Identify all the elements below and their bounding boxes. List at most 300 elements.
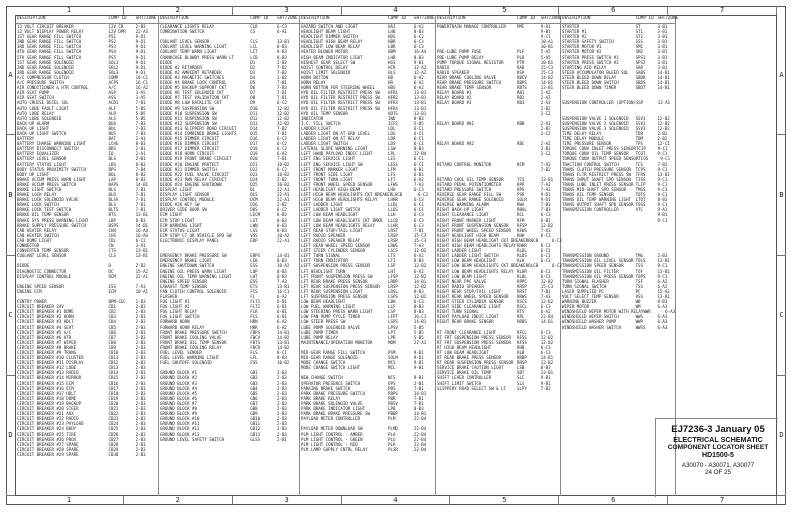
component-id: LST: [250, 217, 258, 223]
component-description: FRONT BRAKE OIL TEMP SENSOR: [160, 339, 227, 345]
component-description: SHIFT LEVER CONTROLLER: [437, 375, 492, 381]
component-description: DIODE #22 FUEL VALVE CIRCUIT: [160, 171, 230, 177]
sheet-zone: 9-C1: [657, 192, 668, 198]
component-description: STARTER PRESS SWITCH #1: [562, 54, 619, 60]
sheet-zone: 10-A1: [135, 288, 148, 294]
sheet-zone: 2-B3: [277, 421, 287, 427]
sheet-zone: 8-B3: [413, 288, 424, 294]
sheet-zone: 9-C1: [657, 273, 668, 279]
sheet-zone: 2-B3: [135, 390, 146, 396]
component-description: PARK BRAKE BRAKE PRESSURE SW: [301, 411, 371, 417]
sheet-zone: 6-C3: [413, 39, 424, 45]
zone-label: C: [777, 256, 786, 376]
component-description: CIRCUIT BREAKER #1 DOME: [17, 309, 74, 315]
component-description: BODY UP LIGHT: [17, 171, 50, 177]
sheet-zone: 2-A1: [135, 151, 146, 157]
sheet-zone: 8-B3: [657, 197, 668, 203]
component-description: LEFT STEER CYLINDER SENSOR: [301, 248, 366, 254]
component-description: LFT REAR SUSPENSION PRESS SENSOR: [301, 283, 380, 289]
sheet-zone: 6-C1: [413, 141, 424, 147]
component-id: CB21: [108, 406, 119, 412]
component-id: ASS: [108, 95, 116, 101]
component-description: CIRCUIT BREAKER #26 PROX: [17, 436, 77, 442]
sheet-zone: 2-A1: [135, 136, 146, 142]
component-id: LPT: [388, 329, 396, 335]
component-id: GB4: [250, 385, 258, 391]
sheet-zone: 13-B1: [540, 370, 554, 376]
sheet-zone: 8-B3: [277, 217, 287, 223]
component-description: GROUND BLOCK #1: [160, 370, 197, 376]
component-id: IND: [388, 115, 396, 121]
component-id: LOT: [250, 273, 258, 279]
component-id: RLDS: [517, 253, 527, 259]
sheet-zone: 8-B3: [540, 365, 551, 371]
component-description: DIODE #18 HORN CIRCUIT: [160, 151, 215, 157]
component-description: RIGHT HEADLIGHT HIGH BEAM: [437, 232, 499, 238]
sheet-zone: 2-B3: [135, 314, 146, 320]
sheet-zone: 13-B1: [135, 253, 148, 259]
component-id: SLS: [517, 380, 525, 386]
sheet-zone: 8-B3: [277, 258, 287, 264]
component-description: PRE-LUBE PUMP FUSE: [437, 49, 482, 55]
sheet-zone: 5-A5: [540, 49, 551, 55]
sheet-zone: 6-B1: [540, 217, 551, 223]
component-id: PS1: [108, 34, 116, 40]
component-id: BTS: [108, 212, 116, 218]
sheet-zone: 12-B2: [277, 110, 290, 116]
component-description: INDICATOR: [301, 115, 324, 121]
component-id: FLS: [250, 314, 258, 320]
sheet-zone: 7-B1: [135, 207, 146, 213]
component-id: GB6: [250, 395, 258, 401]
component-id: TDR: [635, 130, 643, 136]
sheet-zone: 6-A2: [657, 278, 668, 284]
sheet-zone: 13-B1: [657, 258, 670, 264]
component-description: DIODE #10 SUSPENSION SW: [160, 110, 217, 116]
component-description: PAYLOAD METER CONTROLLER: [301, 416, 361, 422]
component-id: ST: [635, 24, 641, 29]
sheet-zone: 7-A2: [540, 161, 551, 167]
sheet-zone: 5-B5: [413, 329, 424, 335]
component-id: LRBP: [388, 278, 398, 284]
sheet-zone: 9-D1: [540, 192, 551, 198]
sheet-zone: 6-C1: [413, 136, 424, 142]
component-description: DIODE #23 PWR RELAY CIRCUIT: [160, 176, 227, 182]
component-description: BATTERY STATUS LIGHT: [17, 161, 67, 167]
header-description: DESCRIPTION: [437, 16, 466, 21]
component-id: FBPS: [250, 329, 261, 335]
component-id: LES: [388, 156, 396, 162]
sheet-zone: 2-B3: [135, 446, 146, 452]
component-id: D24: [250, 176, 258, 182]
component-description: MAINTENANCE/OPERATION MONITOR: [301, 339, 373, 345]
component-id: SAR: [635, 64, 643, 70]
sheet-zone: 8-B3: [277, 44, 287, 50]
component-description: CIRCUIT BREAKER #22 RADIO: [17, 416, 79, 422]
sheet-zone: 9-D1: [135, 34, 146, 40]
component-description: RT FRONT CLEARANCE LIGHT: [437, 329, 497, 335]
sheet-zone: 8-B3: [135, 176, 146, 182]
component-description: DIODE #13 SLIPPERY ROAD CIRCUIT: [160, 125, 237, 131]
component-description: CIRCUIT BREAKER #10 CLUSTER: [17, 355, 84, 361]
component-id: CB22: [108, 411, 119, 417]
component-id: LPR: [388, 334, 396, 340]
component-id: LFT: [388, 176, 396, 182]
component-id: TMG: [635, 253, 643, 259]
sheet-zone: 2-B3: [277, 395, 287, 401]
component-description: LFT SUSPENSION PRESS SENSOR: [301, 293, 368, 299]
component-id: LHB: [388, 54, 396, 60]
component-description: 2ND GEAR RANGE FILL SWITCH: [17, 39, 82, 45]
component-id: D7: [250, 90, 256, 96]
component-id: ACPS: [108, 80, 119, 86]
component-id: FLS: [250, 350, 258, 355]
component-description: DIODE #12 SUSPENSION SW: [160, 120, 217, 126]
component-description: DIODE #26 KEY SW: [160, 202, 200, 208]
component-description: 3RD GEAR RANGE FILL SWITCH: [17, 44, 82, 50]
sheet-zone: 7-B3: [277, 85, 287, 91]
sheet-zone: 2-B3: [135, 426, 146, 432]
sheet-zone: 6-C1: [413, 161, 424, 167]
sheet-number: 24 OF 25: [705, 468, 731, 476]
component-id: SOL3: [108, 69, 119, 75]
sheet-zone: 13-B1: [657, 268, 670, 274]
component-description: RIGHT REAR STOP/TAIL LIGHT: [437, 288, 502, 294]
component-id: SSP: [635, 100, 644, 106]
component-id: EDP: [250, 237, 258, 243]
sheet-zone: 13-B1: [413, 90, 427, 96]
sheet-zone: 12-B2: [657, 120, 670, 126]
component-id: BAPS: [108, 181, 119, 187]
component-description: BACK-UP LIGHT: [17, 125, 50, 131]
sheet-zone: 14-B2: [540, 74, 554, 80]
component-description: COOLANT LEVEL WARNING LIGHT: [160, 44, 227, 50]
component-description: RIGHT NEAR PPC VALVE: [437, 278, 487, 284]
sheet-zone: 2-B3: [135, 400, 146, 406]
component-id: FBTS: [250, 339, 261, 345]
component-id: ALF: [108, 105, 116, 111]
component-id: FLR: [250, 309, 258, 315]
component-id: LFWS: [388, 181, 398, 187]
component-description: HORN BUTTON FOR STEERING WHEEL: [301, 85, 375, 91]
sheet-zone: 5-A5: [540, 54, 551, 60]
sheet-zone: 6-C2: [277, 207, 287, 213]
component-id: RTS: [517, 309, 525, 315]
component-description: ECM STOP LIGHT: [160, 217, 195, 223]
component-description: HYD OIL FILTER RESTRICT PRESS SW: [301, 105, 380, 111]
component-id: TFRS: [635, 171, 646, 177]
sheet-zone: 3-B1: [657, 54, 668, 60]
component-id: PLM: [388, 416, 396, 422]
sheet-zone: 7-B1: [277, 156, 287, 162]
sheet-zone: 14-B1: [657, 80, 670, 86]
sheet-zone: 2-B3: [135, 344, 146, 350]
component-description: RIGHT PAYLOAD INDIC LIGHT: [437, 314, 499, 320]
sheet-zone: 15-A2: [657, 288, 670, 294]
component-id: VSS: [635, 293, 643, 299]
sheet-zone: 12-B2: [413, 293, 427, 299]
sheet-zone: 9-C1: [660, 156, 671, 162]
component-description: 4TH GEAR RANGE FILL SWITCH: [17, 49, 82, 55]
component-id: LLF: [388, 304, 396, 310]
component-description: GROUND BLOCK #8: [160, 406, 197, 412]
component-description: RETARD PEDAL POTENTIOMETER: [437, 181, 502, 187]
component-id: HFR1: [388, 90, 398, 96]
component-id: GB7: [250, 400, 258, 406]
component-id: CTS: [108, 248, 116, 254]
sheet-zone: 12-B2: [413, 248, 427, 254]
sheet-zone: 9-C1: [657, 146, 668, 152]
component-description: BATTERY: [17, 136, 35, 142]
component-id: ST2: [635, 34, 643, 40]
sheet-zone: 13-B1: [277, 339, 290, 345]
sheet-zone: 2-B3: [135, 441, 146, 447]
sheet-zone: 8-B3: [413, 115, 424, 121]
component-id: CB15: [108, 375, 119, 381]
component-description: RT HIGH BEAM HEADLIGHT: [437, 344, 492, 350]
component-description: RELAY BOARD #02: [437, 141, 474, 147]
sheet-zone: 2-B3: [135, 365, 146, 371]
sheet-zone: 6-C1: [540, 248, 551, 254]
sheet-zone: 8-B3: [277, 54, 287, 60]
zone-label: 4: [342, 6, 451, 15]
component-description: REVERSE WARNING ALARM: [437, 202, 489, 208]
component-id: HFR2: [388, 95, 398, 101]
component-id: D1: [250, 59, 256, 65]
sheet-zone: 6-A2: [413, 80, 424, 86]
sheet-zone: 2-B2: [277, 202, 287, 208]
sheet-zone: 6-C3: [413, 197, 424, 203]
component-id: SOL2: [108, 64, 119, 70]
sheet-zone: 2-B2: [540, 105, 551, 111]
component-id: LFL: [250, 355, 258, 361]
component-description: SLIPPERY ROAD SELECT SW & LT: [437, 385, 507, 391]
sheet-zone: 2-B2: [540, 146, 551, 152]
sheet-zone: 12-B2: [540, 339, 554, 345]
component-description: RIGHT LOW BEAM HEADLIGHTS RELAY: [437, 268, 514, 274]
sheet-zone: 5-B5: [135, 105, 146, 111]
sheet-zone: 15-C3: [540, 283, 554, 289]
sheet-zone: 2-B2: [540, 125, 551, 131]
component-description: LEFT FRONT SIDE LIGHT: [301, 171, 353, 177]
component-id: RPP: [517, 181, 525, 187]
component-id: LSPS: [388, 319, 398, 325]
component-description: LEFT HIGH BEAM HEADLIGHTS CKT BREAKER: [301, 192, 393, 198]
component-description: DRIVER SIDE DOOR SW: [160, 207, 207, 213]
component-description: CIRCUIT BREAKER #16 ECM: [17, 385, 74, 391]
component-id: RPL: [517, 314, 525, 320]
component-description: SUSPENSION VALVE 2 SOLENOID: [562, 120, 629, 126]
sheet-zone: 14-B1: [540, 355, 554, 361]
sheet-zone: 2-B2: [135, 263, 146, 269]
component-id: CB4: [108, 319, 116, 325]
component-id: TLIP: [635, 181, 646, 187]
component-description: DIODE #16 DIMMER CIRCUIT: [160, 141, 220, 147]
component-description: CENTRY POWER: [17, 299, 47, 305]
component-description: RIGHT BACK-UP LIGHT: [437, 207, 484, 213]
component-description: BATTERY LEVEL SENSOR: [17, 156, 67, 162]
sheet-zone: 8-B3: [413, 146, 424, 152]
sheet-zone: 9-D1: [135, 44, 146, 50]
component-description: LFT FRONT SUSPENSION PRESS SW: [301, 273, 373, 279]
sheet-zone: 9-B1: [540, 380, 551, 386]
component-id: LPB: [388, 406, 396, 412]
sheet-zone: 8-B3: [413, 29, 424, 35]
component-id: RWA: [517, 202, 525, 208]
sheet-zone: 13-B1: [540, 85, 554, 91]
zone-label: 3: [233, 496, 342, 505]
component-description: HORN RELAY: [301, 80, 326, 86]
component-id: GB9: [250, 411, 258, 417]
sheet-zone: 2-B3: [135, 406, 146, 412]
component-id: CLS: [108, 253, 116, 259]
sheet-zone: 12-B2: [540, 278, 554, 284]
component-id: LRSL: [388, 288, 398, 294]
sheet-zone: 8-C1: [277, 350, 287, 355]
component-description: DIODE #24 ENGINE SHUTDOWN: [160, 181, 222, 187]
component-description: COOLANT LEVEL SENSOR: [160, 39, 210, 45]
component-description: CIRCUIT BREAKER #27 SPARE: [17, 441, 79, 447]
sheet-zone: 9-C1: [540, 34, 551, 40]
sheet-zone: 12-B2: [657, 125, 670, 131]
sheet-zone: 9-C1: [657, 166, 668, 172]
component-id: PBS: [388, 385, 396, 391]
component-description: POWERTRAIN MANAGE CONTROLLER: [437, 24, 507, 29]
component-id: RHB: [517, 344, 525, 350]
component-description: CONVERTER TEMP SENSOR: [17, 248, 69, 254]
component-id: CB6: [108, 329, 116, 335]
sheet-zone: 3-B1: [657, 59, 668, 65]
component-description: WARNING BUZZER: [562, 299, 597, 305]
sheet-zone: 8-B3: [277, 212, 287, 218]
component-description: LOW STEERING PRESS WARN LIGHT: [301, 309, 373, 315]
sheet-zone: 6-A3: [657, 324, 668, 330]
component-id: FBCV: [250, 334, 261, 340]
component-id: CB19: [108, 395, 119, 401]
sheet-zone: 13-B1: [413, 110, 427, 116]
component-id: CB3: [108, 314, 116, 320]
component-id: SM1: [635, 44, 643, 50]
component-description: TORQUE CONV OIL TEMP SENSOR: [562, 151, 629, 157]
component-description: STARTING AID RELAY: [562, 64, 607, 70]
component-id: ICFS: [388, 120, 398, 126]
component-description: HYD OIL FILTER RESTRICT PRESS SW: [301, 90, 380, 96]
component-id: ALR: [108, 110, 116, 116]
sheet-zone: 9-D1: [413, 355, 424, 361]
component-id: WB: [635, 299, 641, 305]
component-description: RIGHT REAR WHEEL SPEED SENSOR: [437, 293, 509, 299]
component-description: BRAKE LOCK SOLENOID VALVE: [17, 197, 79, 203]
component-description: GROUND BLOCK #12: [160, 426, 200, 432]
sheet-zone: 6-A2: [413, 24, 424, 29]
component-id: LLCB: [388, 217, 398, 223]
component-id: TCS: [517, 176, 525, 182]
component-id: SOL1: [108, 59, 119, 65]
component-description: GROUND BLOCK #7: [160, 400, 197, 406]
component-description: HOIST LIMIT SOLENOID: [301, 69, 351, 75]
sheet-zone: 2-B2: [657, 130, 668, 136]
sheet-zone: 6-C3: [540, 350, 551, 355]
component-id: SOLR: [517, 197, 527, 203]
component-id: SSS: [635, 39, 643, 45]
model-number: HD1500-5: [702, 451, 734, 459]
table-row: [158, 437, 299, 442]
component-id: LPSV: [388, 324, 398, 330]
header-description: DESCRIPTION: [301, 16, 330, 21]
component-id: CB25: [108, 426, 119, 432]
component-description: GROUND BLOCK #3: [160, 380, 197, 386]
sheet-zone: 6-C3: [413, 299, 424, 305]
right-zone-ruler: [777, 15, 786, 496]
component-description: PARK BRAKE INDICATOR LIGHT: [301, 406, 366, 412]
component-description: CIRCUIT BREAKER #13 RADIO: [17, 370, 79, 376]
sheet-zone: 2-B3: [135, 360, 146, 366]
component-description: STARTER PRESS SWITCH #2: [562, 59, 619, 65]
sheet-zone: 9-B1: [413, 360, 424, 366]
sheet-zone: 8-B3: [277, 49, 287, 55]
sheet-zone: 6-C2: [135, 237, 146, 243]
component-description: CONNECTOR: [17, 243, 40, 249]
component-id: A/C: [108, 85, 116, 91]
component-description: RIGHT FRONT SUSPENSION SENSOR: [437, 222, 509, 228]
component-id: RSP: [517, 69, 525, 75]
component-id: FLT2: [250, 304, 261, 310]
component-description: LOW STEER PRESS SW: [301, 319, 346, 325]
sheet-zone: 7-A3: [413, 243, 424, 249]
sheet-zone: 2-B2: [277, 59, 287, 65]
doc-subtitle: COMPONENT LOCATOR SHEET: [667, 444, 769, 452]
component-description: TRANS OUTPUT SHAFT SPD SENSOR: [562, 202, 634, 208]
component-id: TCOS: [638, 156, 649, 162]
component-description: DIODE #7 TEST VALIDATION CKT: [160, 95, 230, 101]
component-id: LLHR: [388, 222, 398, 228]
component-id: SSV2: [635, 120, 646, 126]
sheet-zone: 14-B1: [413, 411, 427, 417]
component-description: TRANS OIL TEMP SENSOR: [562, 192, 614, 198]
component-id: CHS: [108, 232, 116, 238]
component-description: DIODE #5 BACKUP SUPPORT CKT: [160, 85, 227, 91]
column-header-row: [15, 15, 158, 24]
component-description: RELAY BOARD #3: [437, 100, 472, 106]
component-description: PARK BRAKE RELAY: [301, 395, 341, 401]
component-id: CB10: [108, 350, 119, 355]
sheet-zone: 2-C2: [540, 130, 551, 136]
table-row: [15, 452, 158, 457]
component-description: RIGHT HIGH BEAM HEADLIGHT CKT BREAKER: [437, 237, 529, 243]
sheet-zone: 10-B2: [277, 161, 290, 167]
component-description: TRANS OIL TEMP WARNING LIGHT: [562, 197, 632, 203]
component-id: MCL: [388, 365, 396, 371]
sheet-zone: 2-B2: [277, 176, 287, 182]
component-description: OPERATOR PRESENCE SWITCH: [301, 380, 361, 386]
zone-label: 4: [342, 496, 451, 505]
component-id: 12V DPR: [108, 29, 126, 35]
component-id: HOTS: [388, 110, 398, 116]
component-description: CAB HEATER SWITCH: [17, 232, 59, 238]
sheet-zone: 8-B3: [135, 141, 146, 147]
component-description: AIR SEAT SWITCH: [17, 95, 54, 101]
component-id: LECM: [250, 212, 261, 218]
component-description: LEFT TURN INDICATOR: [301, 258, 348, 264]
component-id: LFSP: [388, 273, 398, 279]
sheet-zone: 12-B2: [657, 115, 670, 121]
sheet-zone: 2-B3: [135, 350, 146, 355]
sheet-zone: 3-B1: [657, 64, 668, 70]
component-id: D10: [250, 105, 258, 111]
sheet-zone: 10-B2: [277, 171, 290, 177]
sheet-zone: 6-A3: [657, 319, 668, 325]
sheet-zone: 9-D1: [135, 64, 146, 70]
